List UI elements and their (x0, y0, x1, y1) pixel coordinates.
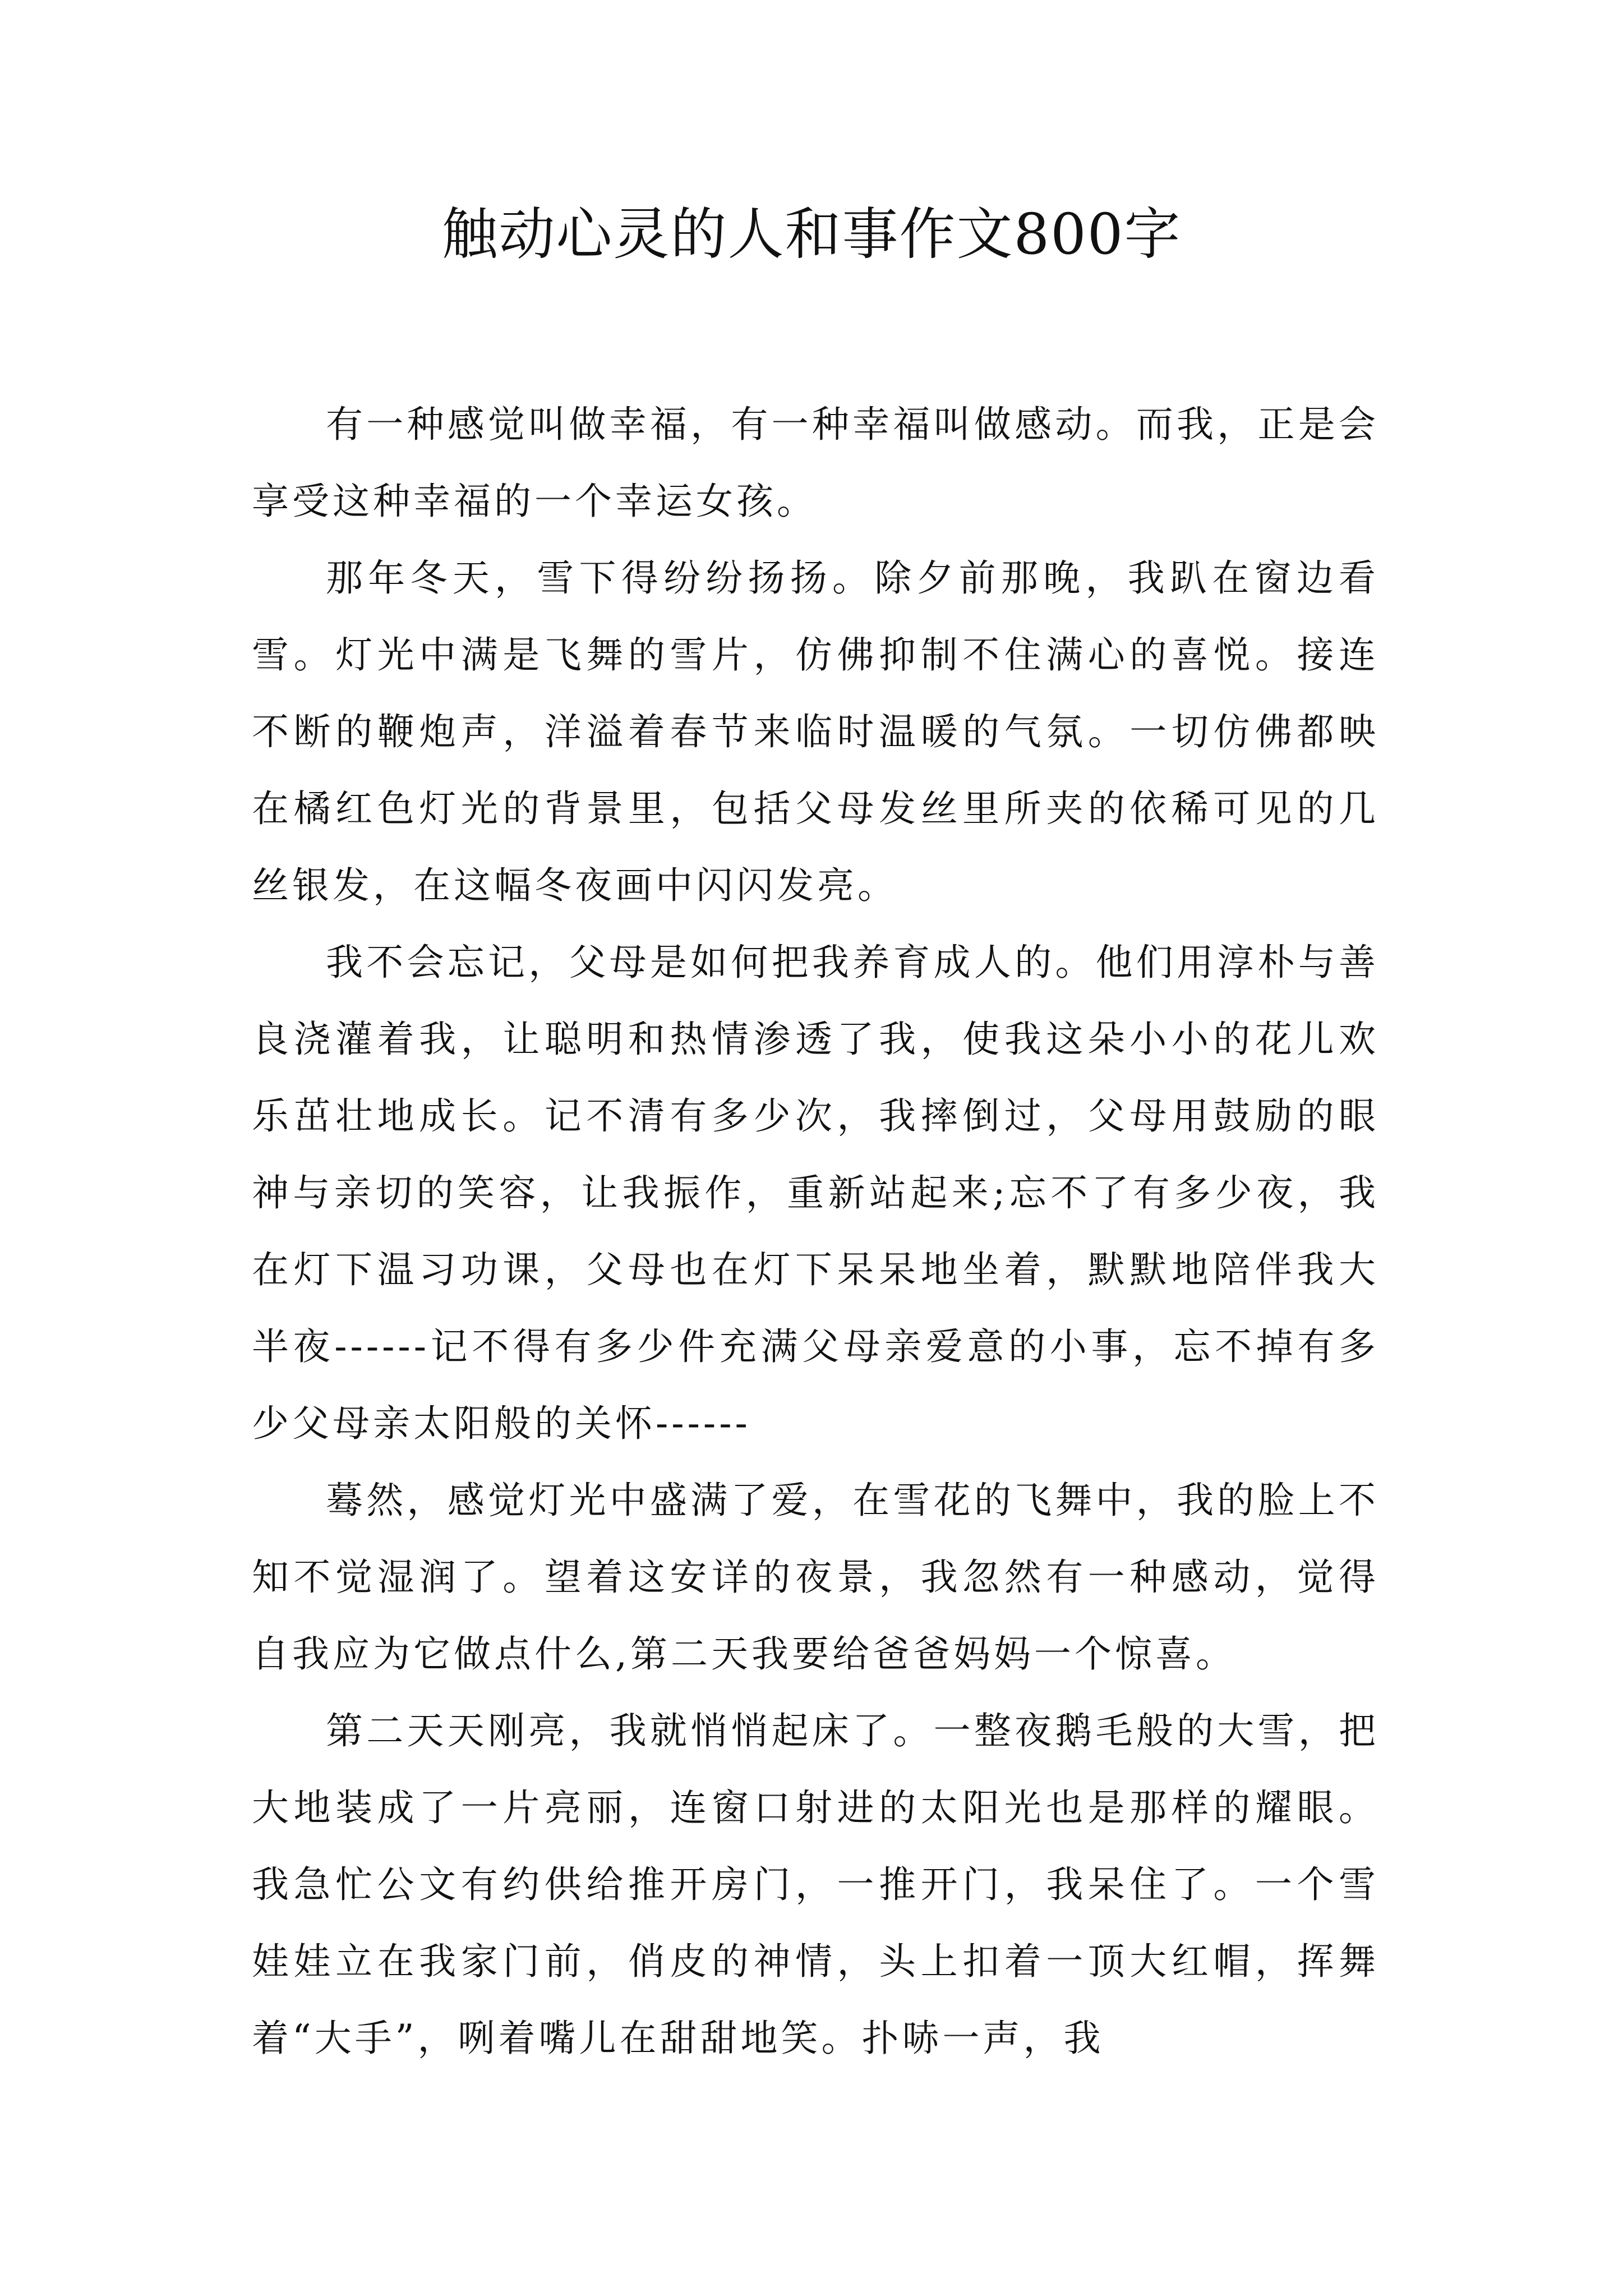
paragraph: 那年冬天，雪下得纷纷扬扬。除夕前那晚，我趴在窗边看雪。灯光中满是飞舞的雪片，仿佛抑制不住满心的喜悦。接连不断的鞭炮声，洋溢着春节来临时温暖的气氛。一切仿佛都映在橘红色灯光的背景里，包括父母发丝里所夹的依稀可见的几丝银发，在这幅冬夜画中闪闪发亮。 (252, 556, 1379, 907)
paragraph: 第二天天刚亮，我就悄悄起床了。一整夜鹅毛般的大雪，把大地装成了一片亮丽，连窗口射进的太阳光也是那样的耀眼。我急忙公文有约供给推开房门，一推开门，我呆住了。一个雪娃娃立在我家门前，俏皮的神情，头上扣着一顶大红帽，挥舞着“大手”，咧着嘴儿在甜甜地笑。扑哧一声，我 (252, 1709, 1379, 2060)
document-body (252, 386, 1379, 2077)
paragraph: 蓦然，感觉灯光中盛满了爱，在雪花的飞舞中，我的脸上不知不觉湿润了。望着这安详的夜景，我忽然有一种感动，觉得自我应为它做点什么,第二天我要给爸爸妈妈一个惊喜。 (252, 1479, 1379, 1676)
document-title: 触动心灵的人和事作文800字 (441, 201, 1182, 267)
paragraph: 我不会忘记，父母是如何把我养育成人的。他们用淳朴与善良浇灌着我，让聪明和热情渗透了我，使我这朵小小的花儿欢乐茁壮地成长。记不清有多少次，我摔倒过，父母用鼓励的眼神与亲切的笑容，让我振作，重新站起来;忘不了有多少夜，我在灯下温习功课，父母也在灯下呆呆地坐着，默默地陪伴我大半夜------记不得有多少件充满父母亲爱意的小事，忘不掉有多少父母亲太阳般的关怀------ (252, 941, 1379, 1445)
paragraph: 有一种感觉叫做幸福，有一种幸福叫做感动。而我，正是会享受这种幸福的一个幸运女孩。 (252, 403, 1379, 523)
